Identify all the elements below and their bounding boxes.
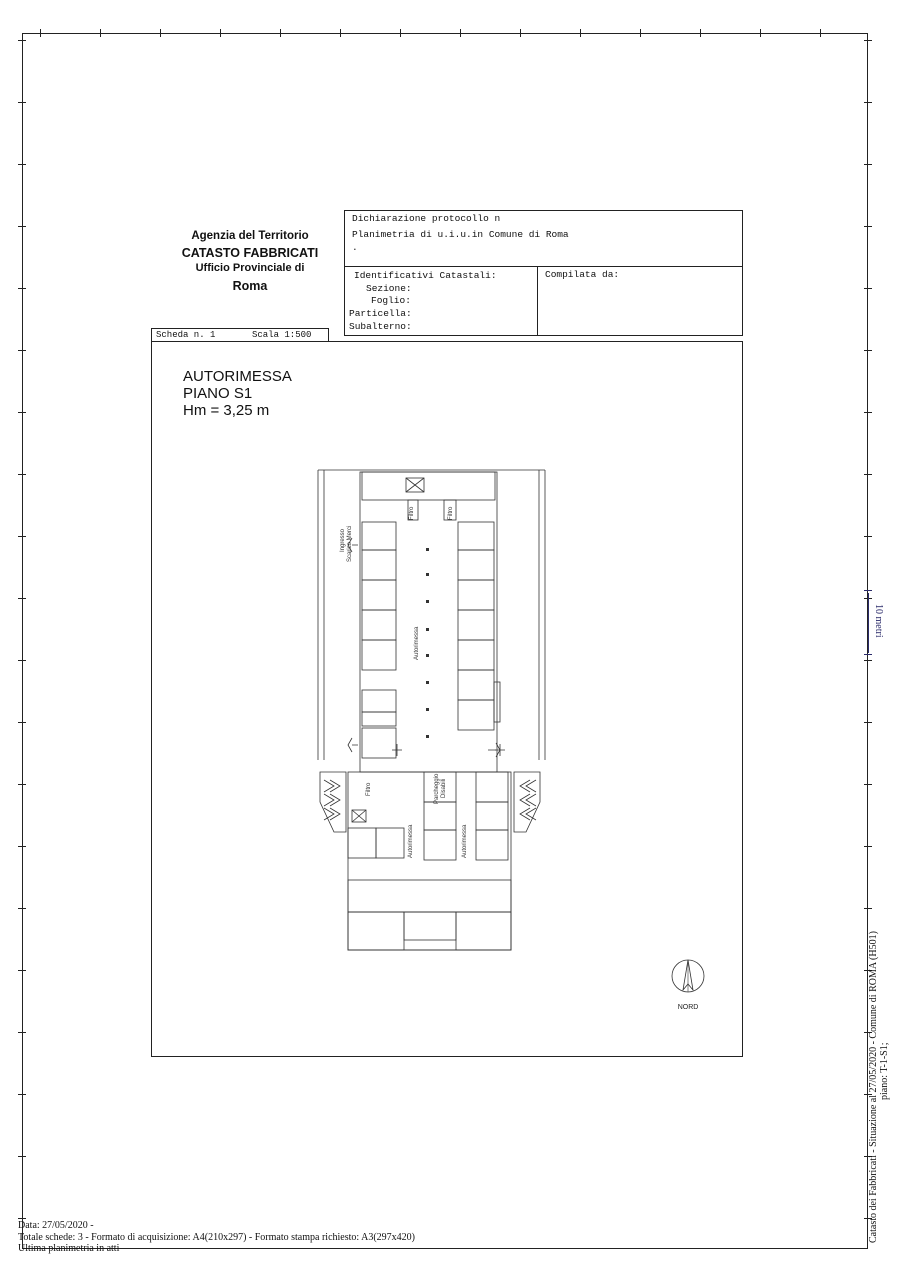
- autorimessa-label-upper: Autorimessa: [414, 626, 420, 660]
- aisle-columns: [426, 548, 429, 738]
- frame-tick: [280, 29, 281, 37]
- subalterno-label: Subalterno:: [349, 321, 412, 332]
- frame-tick: [760, 29, 761, 37]
- frame-tick: [18, 1218, 26, 1219]
- frame-tick: [340, 29, 341, 37]
- plan-title: [183, 368, 292, 419]
- scarico-label: Scarico Merci: [347, 525, 353, 562]
- frame-tick: [864, 536, 872, 537]
- frame-tick: [18, 412, 26, 413]
- planimetria-dot: .: [352, 242, 358, 253]
- foglio-label: Foglio:: [371, 295, 411, 306]
- frame-tick: [18, 288, 26, 289]
- agency-name: Agenzia del Territorio: [191, 230, 309, 242]
- frame-tick: [18, 784, 26, 785]
- frame-tick: [460, 29, 461, 37]
- frame-tick: [18, 598, 26, 599]
- frame-tick: [864, 846, 872, 847]
- frame-tick: [18, 226, 26, 227]
- lower-stalls: [348, 772, 511, 950]
- plan-title-line2: PIANO S1: [183, 385, 253, 402]
- frame-tick: [864, 474, 872, 475]
- frame-tick: [864, 102, 872, 103]
- nord-label: NORD: [677, 1004, 699, 1011]
- frame-tick: [400, 29, 401, 37]
- ufficio-label: Ufficio Provinciale di: [195, 262, 305, 274]
- compilata-label: Compilata da:: [545, 269, 620, 280]
- side-situazione: Catasto dei Fabbricati - Situazione al 27/05/2020 - Comune di ROMA (H501): [868, 931, 879, 1243]
- filtro-label-top-left: Filtro: [409, 506, 415, 520]
- identificativi-box: [344, 266, 743, 336]
- particella-label: Particella:: [349, 308, 412, 319]
- frame-tick: [18, 1094, 26, 1095]
- scale-bar-label: 10 metri: [873, 604, 884, 638]
- scale-bar-cap-top: [864, 590, 872, 591]
- box-divider: [537, 267, 538, 335]
- frame-tick: [864, 226, 872, 227]
- catasto-title: CATASTO FABBRICATI: [181, 246, 319, 260]
- left-stalls: [362, 522, 396, 758]
- frame-tick: [580, 29, 581, 37]
- frame-tick: [640, 29, 641, 37]
- scheda-number: Scheda n. 1: [156, 330, 216, 340]
- footer-data: Data: 27/05/2020 -: [18, 1220, 94, 1231]
- frame-tick: [220, 29, 221, 37]
- frame-tick: [864, 908, 872, 909]
- frame-tick: [18, 1032, 26, 1033]
- frame-tick: [18, 908, 26, 909]
- frame-tick: [864, 164, 872, 165]
- filtro-label-top-right: Filtro: [448, 506, 454, 520]
- footer-totale: Totale schede: 3 - Formato di acquisizione: A4(210x297) - Formato stampa richiesto: A3(297x420): [18, 1232, 415, 1243]
- frame-tick: [864, 40, 872, 41]
- frame-tick: [864, 784, 872, 785]
- side-piano: piano: T-1-S1;: [879, 1042, 890, 1100]
- agency-header: [170, 230, 330, 293]
- frame-tick: [18, 164, 26, 165]
- frame-tick: [864, 288, 872, 289]
- autorimessa-label-lower-left: Autorimessa: [408, 824, 414, 858]
- north-arrow-icon: [668, 956, 708, 1016]
- ramp-left: [320, 772, 346, 832]
- frame-tick: [820, 29, 821, 37]
- scala-label: Scala 1:500: [252, 330, 312, 340]
- declaration-box: [344, 210, 743, 267]
- frame-tick: [864, 412, 872, 413]
- frame-tick: [18, 1156, 26, 1157]
- planimetria-label: Planimetria di u.i.u.in Comune di Roma: [352, 229, 569, 240]
- frame-tick: [18, 102, 26, 103]
- frame-tick: [100, 29, 101, 37]
- plan-title-line3: Hm = 3,25 m: [183, 402, 270, 419]
- frame-tick: [864, 660, 872, 661]
- ingresso-label: Ingresso: [340, 528, 346, 552]
- frame-tick: [40, 29, 41, 37]
- footer-ultima: Ultima planimetria in atti: [18, 1243, 120, 1254]
- frame-tick: [18, 40, 26, 41]
- disabili-label: Disabili: [441, 778, 447, 798]
- parcheggio-label: Parcheggio: [434, 773, 440, 804]
- frame-tick: [18, 350, 26, 351]
- frame-tick: [520, 29, 521, 37]
- frame-tick: [18, 536, 26, 537]
- floor-plan: [300, 460, 560, 960]
- right-stalls: [458, 522, 500, 730]
- ramp-right: [514, 772, 540, 832]
- frame-tick: [18, 722, 26, 723]
- autorimessa-label-lower-right: Autorimessa: [462, 824, 468, 858]
- city-name: Roma: [232, 279, 268, 293]
- frame-tick: [160, 29, 161, 37]
- scale-bar: [868, 593, 869, 653]
- upper-block: [360, 472, 497, 772]
- scheda-strip: [151, 328, 329, 342]
- frame-tick: [700, 29, 701, 37]
- lower-block: [348, 772, 511, 950]
- plan-title-line1: AUTORIMESSA: [183, 368, 292, 385]
- dichiarazione-label: Dichiarazione protocollo n: [352, 213, 501, 224]
- frame-tick: [18, 474, 26, 475]
- frame-tick: [18, 660, 26, 661]
- identificativi-label: Identificativi Catastali:: [354, 270, 497, 281]
- frame-tick: [864, 350, 872, 351]
- filtro-label-bottom: Filtro: [366, 782, 372, 796]
- frame-tick: [18, 846, 26, 847]
- scale-bar-cap-bottom: [864, 654, 872, 655]
- frame-tick: [864, 722, 872, 723]
- sezione-label: Sezione:: [366, 283, 412, 294]
- frame-tick: [18, 970, 26, 971]
